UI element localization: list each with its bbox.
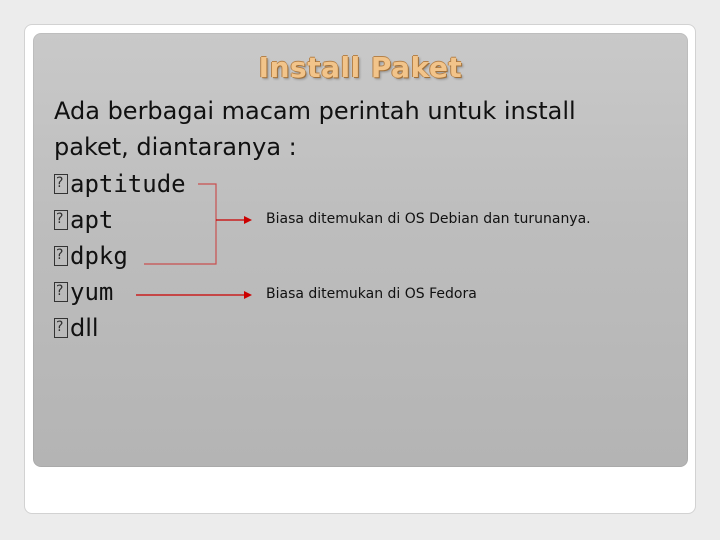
arrowhead-icon [244,291,252,299]
fedora-note: Biasa ditemukan di OS Fedora [266,286,477,302]
debian-note: Biasa ditemukan di OS Debian dan turunanya. [266,211,591,227]
arrowhead-icon [244,216,252,224]
list-item-label: dll [70,314,99,342]
list-item-label: yum [70,278,114,306]
list-item-label: dpkg [70,242,128,270]
intro-text: Ada berbagai macam perintah untuk install paket, diantaranya : [54,97,576,161]
slide-title: Install Paket [258,51,463,84]
bracket-connector [144,184,216,264]
list-item-label: apt [70,206,114,234]
list-item-label: aptitude [70,170,186,198]
